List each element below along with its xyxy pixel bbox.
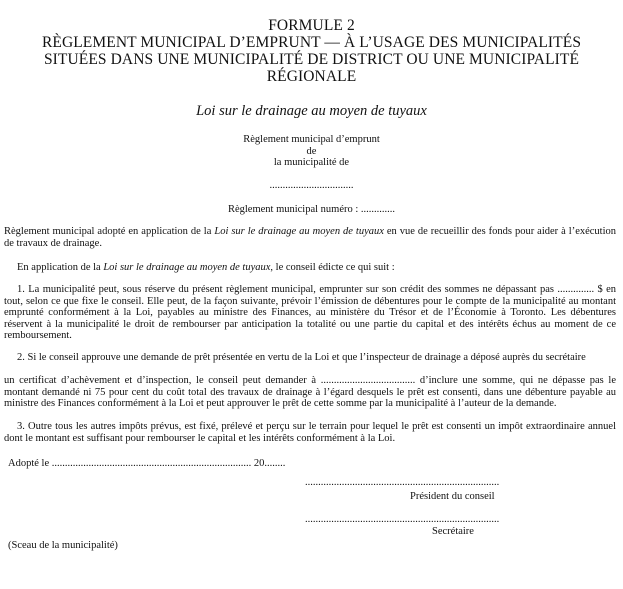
section-2-first-line: 2. Si le conseil approuve une demande de prêt présentée en vertu de la Loi et que l’inspecteur de drainage a déposé auprès du secrétaire — [17, 352, 586, 363]
president-signature-line: .......................................................................... — [305, 477, 500, 488]
secretary-signature-line: .......................................................................... — [305, 514, 500, 525]
form-title-line-2: SITUÉES DANS UNE MUNICIPALITÉ DE DISTRICT OU UNE MUNICIPALITÉ — [43, 51, 580, 68]
secretary-label: Secrétaire — [432, 526, 474, 537]
bylaw-title-1: Règlement municipal d’emprunt — [243, 134, 380, 145]
intro-law-name: Loi sur le drainage au moyen de tuyaux — [214, 226, 384, 237]
section-3: 3. Outre tous les autres impôts prévus, est fixé, prélevé et perçu sur le terrain pour lequel le prêt est consenti un impôt extraordinaire annuel dont le montant est suffisant pour rembourser le capital et les intérêts conformément à la Loi. — [4, 421, 616, 444]
intro-paragraph — [4, 226, 616, 249]
intro-text-b: en vue de recueillir des fonds pour aider à l’exécution de travaux de drainage. — [4, 226, 617, 249]
adopted-date-line: Adopté le ............................................................................ 20........ — [8, 458, 286, 469]
enact-text-b: , le conseil édicte ce qui suit : — [270, 262, 395, 273]
law-subtitle: Loi sur le drainage au moyen de tuyaux — [196, 103, 427, 119]
enact-text-a: En application de la — [17, 262, 104, 273]
bylaw-number-line: Règlement municipal numéro : ............. — [227, 204, 396, 215]
form-title-line-3: RÉGIONALE — [266, 68, 357, 85]
bylaw-title-3: la municipalité de — [273, 157, 350, 168]
section-2-rest: un certificat d’achèvement et d’inspection, le conseil peut demander à .................................... d’inclure une somme, qui ne dépasse pas le montant demandé ni 75 pour cent du coût total des travaux de drainage à l’égard desquels le prêt est consenti, dans une débenture payable au ministre des Finances conformément à la Loi et peut approuver le prêt de cette somme par la municipalité à l’auteur de la demande. — [4, 375, 616, 409]
enact-law-name: Loi sur le drainage au moyen de tuyaux — [103, 262, 271, 273]
section-1: 1. La municipalité peut, sous réserve du présent règlement municipal, emprunter sur son crédit des sommes ne dépassant pas .............. $ en tout, selon ce que fixe le conseil. Elle peut, de la façon suivante, prévoir l’émission de débentures pour le compte de la municipalité au montant emprunté conformément à la Loi, payables au ministre des Finances, au ministère du Trésor et de l’Économie à Toronto. Les débentures réservent à la municipalité le droit de rembourser par anticipation la totalité ou une partie du capital et des intérêts échus au moment de ce remboursement. — [4, 284, 616, 341]
intro-text-a: Règlement municipal adopté en application de la — [4, 226, 215, 237]
bylaw-title-2: de — [306, 146, 317, 157]
enactment-clause — [17, 262, 617, 274]
municipal-seal-label: (Sceau de la municipalité) — [8, 540, 118, 551]
form-title-line-1: RÈGLEMENT MUNICIPAL D’EMPRUNT — À L’USAGE DES MUNICIPALITÉS — [41, 34, 582, 51]
president-label: Président du conseil — [410, 491, 495, 502]
municipality-name-blank: ................................ — [269, 180, 354, 191]
form-number: FORMULE 2 — [268, 17, 355, 34]
